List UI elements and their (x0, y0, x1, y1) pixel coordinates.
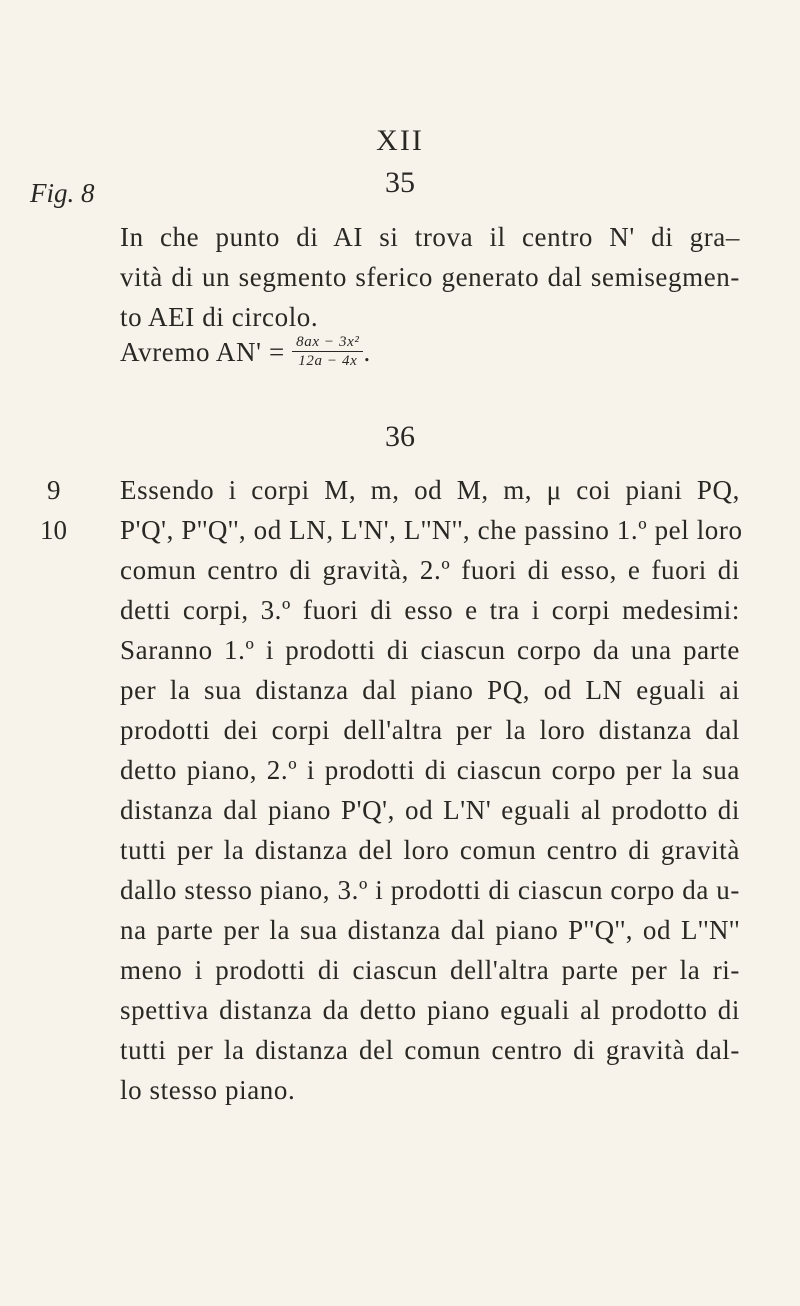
text-line: tutti per la distanza del loro comun centro di gravità (120, 835, 740, 865)
formula-denominator: 12a − 4x (298, 353, 358, 369)
text-line: comun centro di gravità, 2.º fuori di esso, e fuori di (120, 555, 740, 585)
formula-numerator: 8ax − 3x² (292, 333, 363, 352)
text-line: dallo stesso piano, 3.º i prodotti di ciascun corpo da u- (120, 875, 740, 905)
formula-line (120, 336, 371, 374)
formula-end: . (363, 337, 371, 368)
problem-number-36: 36 (385, 420, 415, 453)
text-line-3: to AEI di circolo. (120, 302, 319, 332)
text-line: detti corpi, 3.º fuori di esso e tra i corpi medesimi: (120, 595, 740, 625)
text-line: P'Q', P''Q'', od LN, L'N', L''N'', che passino 1.º pel loro (120, 515, 743, 545)
margin-line-number-10: 10 (40, 515, 67, 545)
text-line-last: lo stesso piano. (120, 1075, 296, 1105)
text-line: na parte per la sua distanza dal piano P''Q'', od L''N'' (120, 915, 740, 945)
text-line-1: In che punto di AI si trova il centro N' di gra– (120, 222, 740, 252)
formula-fraction (292, 333, 363, 371)
margin-line-number-9: 9 (47, 475, 61, 505)
text-line: distanza dal piano P'Q', od L'N' eguali al prodotto di (120, 795, 740, 825)
text-line: Saranno 1.º i prodotti di ciascun corpo da una parte (120, 635, 740, 665)
figure-reference: Fig. 8 (30, 178, 95, 208)
text-line: Essendo i corpi M, m, od M, m, μ coi piani PQ, (120, 475, 740, 505)
text-line: per la sua distanza dal piano PQ, od LN eguali ai (120, 675, 740, 705)
text-line: tutti per la distanza del comun centro di gravità dal- (120, 1035, 740, 1065)
problem-number-35: 35 (385, 166, 415, 199)
text-line: spettiva distanza da detto piano eguali al prodotto di (120, 995, 740, 1025)
text-line-2: vità di un segmento sferico generato dal semisegmen- (120, 262, 740, 292)
running-header: XII (376, 124, 424, 157)
text-line: prodotti dei corpi dell'altra per la loro distanza dal (120, 715, 740, 745)
text-line: detto piano, 2.º i prodotti di ciascun corpo per la sua (120, 755, 740, 785)
formula-lead: Avremo AN' = (120, 337, 293, 368)
text-line: meno i prodotti di ciascun dell'altra parte per la ri- (120, 955, 740, 985)
